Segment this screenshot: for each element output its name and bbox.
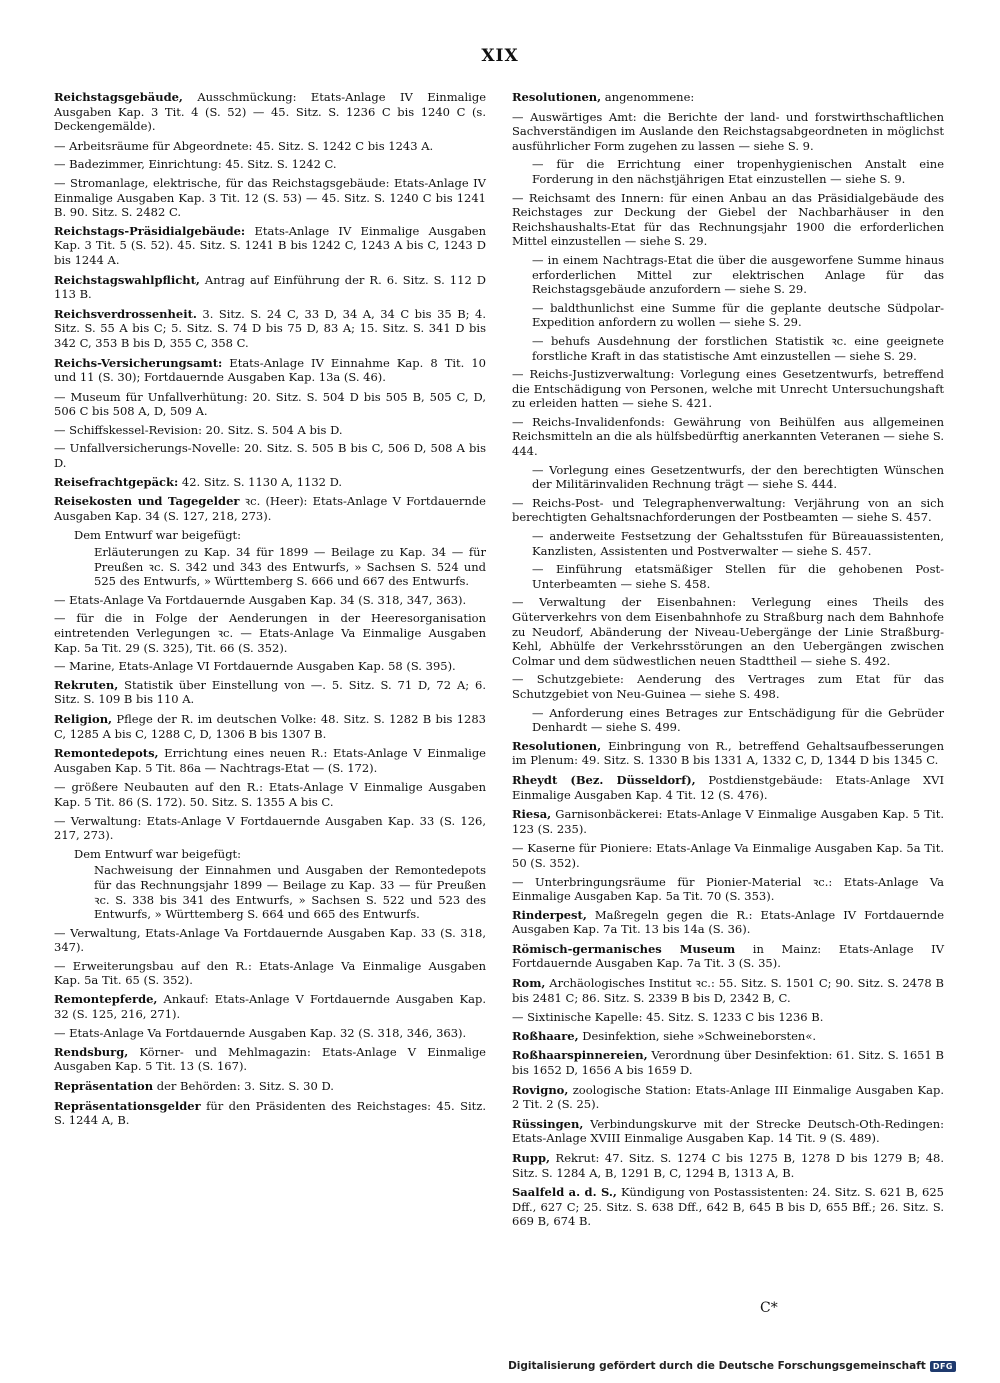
index-entry (512, 942, 944, 971)
sub-entry: — Etats-Anlage Va Fortdauernde Ausgaben Kap. 32 (S. 318, 346, 363). (54, 1026, 467, 1041)
entry-text: Antrag auf Einführung der R. 6. Sitz. S. 112 D 113 B. (54, 272, 486, 302)
entry-heading: Rüssingen, (512, 1116, 584, 1131)
index-entry (512, 908, 944, 937)
entry-heading: Reichs-Versicherungsamt: (54, 355, 223, 370)
entry-text: angenommene: (601, 90, 695, 104)
entry-text: Postdienstgebäude: Etats-Anlage XVI Einmalige Ausgaben Kap. 4 Tit. 12 (S. 476). (512, 772, 944, 802)
entry-heading: Reichstagswahlpflicht, (54, 272, 200, 287)
entry-text: Rekrut: 47. Sitz. S. 1274 C bis 1275 B, 1278 D bis 1279 B; 48. Sitz. S. 1284 A, B, 1291 B, C, 1294 B, 1313 A, B. (512, 1151, 944, 1180)
entry-heading: Rekruten, (54, 677, 119, 692)
sub-entry: — Verwaltung, Etats-Anlage Va Fortdauernde Ausgaben Kap. 33 (S. 318, 347). (54, 925, 486, 955)
entry-heading: Reisekosten und Tagegelder (54, 494, 240, 509)
footer (508, 1360, 956, 1372)
sub-entry: — Reichs-Justizverwaltung: Vorlegung eines Gesetzentwurfs, betreffend die Entschädigung von Personen, welche mit Unrecht Untersuchungshaft zu erleiden hatten — siehe S. 421. (512, 367, 944, 411)
nested-sub-entry: — Einführung etatsmäßiger Stellen für die gehobenen Post-Unterbeamten — siehe S. 458. (532, 562, 944, 591)
nested-sub-entry: — Anforderung eines Betrages zur Entschädigung für die Gebrüder Denhardt — siehe S. 499. (532, 705, 944, 735)
sub-entry: — Badezimmer, Einrichtung: 45. Sitz. S. 1242 C. (54, 157, 337, 172)
entry-heading: Rendsburg, (54, 1044, 129, 1059)
index-entry (54, 746, 486, 775)
nested-sub-entry: — behufs Ausdehnung der forstlichen Statistik ꝛc. eine geeignete forstliche Kraft in das statistische Amt einzustellen — siehe S. 29. (532, 333, 944, 363)
index-entry (512, 1083, 944, 1112)
index-entry (512, 1117, 944, 1146)
index-entry (54, 992, 486, 1021)
index-entry (512, 976, 944, 1005)
sub-entry: — Auswärtiges Amt: die Berichte der land- und forstwirthschaftlichen Sachverständigen im Auslande den Reichstagsabgeordneten in möglichst ausführlicher Form zugehen zu lassen — siehe S. 9. (512, 109, 944, 153)
sub-entry: — Erweiterungsbau auf den R.: Etats-Anlage Va Einmalige Ausgaben Kap. 5a Tit. 65 (S. 352). (54, 958, 486, 988)
entry-text: für den Präsidenten des Reichstages: 45. Sitz. S. 1244 A, B. (54, 1098, 486, 1128)
index-entry (512, 1185, 944, 1229)
sub-entry: — Schiffskessel-Revision: 20. Sitz. S. 504 A bis D. (54, 422, 343, 437)
entry-text: Einbringung von R., betreffend Gehaltsaufbesserungen im Plenum: 49. Sitz. S. 1330 B bis 1331 A, 1332 C, D, 1344 D bis 1345 C. (512, 738, 944, 768)
index-entry (54, 356, 486, 385)
index-entry (54, 1045, 486, 1074)
entry-heading: Roßhaarspinnereien, (512, 1048, 648, 1063)
entry-heading: Reichstagsgebäude, (54, 90, 183, 104)
entry-text: Körner- und Mehlmagazin: Etats-Anlage V Einmalige Ausgaben Kap. 5 Tit. 13 (S. 167). (54, 1044, 486, 1074)
entry-heading: Roßhaare, (512, 1028, 579, 1043)
sub-entry: — Unterbringungsräume für Pionier-Material ꝛc.: Etats-Anlage Va Einmalige Ausgaben Kap. 5a Tit. 70 (S. 353). (512, 874, 944, 904)
sub-entry: — größere Neubauten auf den R.: Etats-Anlage V Einmalige Ausgaben Kap. 5 Tit. 86 (S. 172). 50. Sitz. S. 1355 A bis C. (54, 780, 486, 809)
page-number: XIX (481, 46, 519, 66)
entry-text: Archäologisches Institut ꝛc.: 55. Sitz. S. 1501 C; 90. Sitz. S. 2478 B bis 2481 C; 86. Sitz. S. 2339 B bis D, 2342 B, C. (512, 976, 944, 1005)
entry-heading: Repräsentation (54, 1079, 154, 1094)
entry-text: 42. Sitz. S. 1130 A, 1132 D. (178, 474, 343, 489)
index-entry (512, 739, 944, 768)
index-entry (512, 1048, 944, 1077)
entry-text: Verordnung über Desinfektion: 61. Sitz. S. 1651 B bis 1652 D, 1656 A bis 1659 D. (512, 1048, 944, 1078)
dfg-logo-icon: DFG (930, 1361, 956, 1372)
entry-heading: Saalfeld a. d. S., (512, 1185, 617, 1200)
entry-text: zoologische Station: Etats-Anlage III Einmalige Ausgaben Kap. 2 Tit. 2 (S. 25). (512, 1082, 944, 1112)
nested-sub-entry: — baldthunlichst eine Summe für die geplante deutsche Südpolar-Expedition anfordern zu wollen — siehe S. 29. (532, 300, 944, 330)
index-entry (512, 1151, 944, 1180)
sub-entry: — Verwaltung der Eisenbahnen: Verlegung eines Theils des Güterverkehrs von dem Eisenbahnhofe zu Straßburg nach dem Bahnhofe zu Neudorf, Abänderung der Niveau-Uebergänge der Linie Straßburg-Kehl, Abhülfe der Verkehrsstörungen an den Uebergängen zwischen Colmar und dem südwestlichen neuen Stadttheil — siehe S. 492. (512, 595, 944, 668)
entry-heading: Remontedepots, (54, 746, 159, 761)
entry-heading: Reichsverdrossenheit. (54, 306, 197, 321)
entry-heading: Rinderpest, (512, 907, 587, 922)
entry-text: Errichtung eines neuen R.: Etats-Anlage V Einmalige Ausgaben Kap. 5 Tit. 86a — Nachtrags-Etat — (S. 172). (54, 746, 486, 775)
footer-text: Digitalisierung gefördert durch die Deutsche Forschungsgemeinschaft (508, 1360, 926, 1372)
index-entry (54, 494, 486, 523)
index-entry (54, 224, 486, 268)
entry-heading: Rheydt (Bez. Düsseldorf), (512, 772, 696, 787)
index-entry (512, 773, 944, 802)
index-entry (54, 475, 486, 490)
entry-text: Etats-Anlage IV Einnahme Kap. 8 Tit. 10 und 11 (S. 30); Fortdauernde Ausgaben Kap. 13a (S. 46). (54, 355, 486, 385)
entry-text: Etats-Anlage IV Einmalige Ausgaben Kap. 3 Tit. 5 (S. 52). 45. Sitz. S. 1241 B bis 1242 C, 1243 A bis C, 1243 D bis 1244 A. (54, 223, 486, 267)
left-column (54, 90, 486, 1133)
entry-heading: Remontepferde, (54, 992, 158, 1007)
entry-heading: Reichstags-Präsidialgebäude: (54, 223, 246, 238)
index-entry (54, 712, 486, 741)
entry-text: Desinfektion, siehe »Schweineborsten«. (578, 1028, 817, 1043)
sub-entry: — für die in Folge der Aenderungen in der Heeresorganisation eintretenden Verlegungen ꝛc. — Etats-Anlage Va Einmalige Ausgaben Kap. 5a Tit. 29 (S. 325), Tit. 66 (S. 352). (54, 611, 486, 655)
nested-sub-entry: — in einem Nachtrags-Etat die über die ausgeworfene Summe hinaus erforderlichen Mittel zur elektrischen Anlage für das Reichstagsgebäude anzufordern — siehe S. 29. (532, 252, 944, 297)
entry-heading: Religion, (54, 711, 113, 726)
index-entry (512, 90, 944, 105)
sub-entry: — Verwaltung: Etats-Anlage V Fortdauernde Ausgaben Kap. 33 (S. 126, 217, 273). (54, 813, 486, 843)
sub-entry: — Marine, Etats-Anlage VI Fortdauernde Ausgaben Kap. 58 (S. 395). (54, 659, 456, 674)
sub-entry: — Reichs-Post- und Telegraphenverwaltung: Verjährung von an sich berechtigten Gehaltsnachforderungen der Postbeamten — siehe S. 457. (512, 495, 944, 525)
right-column (512, 90, 944, 1234)
sub-entry: — Stromanlage, elektrische, für das Reichstagsgebäude: Etats-Anlage IV Einmalige Ausgaben Kap. 3 Tit. 12 (S. 53) — 45. Sitz. S. 1240 C bis 1241 B. 90. Sitz. S. 2482 C. (54, 175, 486, 220)
entry-text: Garnisonbäckerei: Etats-Anlage V Einmalige Ausgaben Kap. 5 Tit. 123 (S. 235). (512, 807, 944, 836)
sub-entry: — Arbeitsräume für Abgeordnete: 45. Sitz. S. 1242 C bis 1243 A. (54, 138, 434, 153)
entry-heading: Repräsentationsgelder (54, 1098, 201, 1113)
index-entry (54, 273, 486, 302)
sub-entry: — Etats-Anlage Va Fortdauernde Ausgaben Kap. 34 (S. 318, 347, 363). (54, 592, 467, 607)
entry-heading: Rovigno, (512, 1082, 569, 1097)
sub-entry: — Schutzgebiete: Aenderung des Vertrages zum Etat für das Schutzgebiet von Neu-Guinea — siehe S. 498. (512, 672, 944, 701)
entry-text: Kündigung von Postassistenten: 24. Sitz. S. 621 B, 625 Dff., 627 C; 25. Sitz. S. 638 Dff., 642 B, 645 B bis D, 655 Bff.; 26. Sitz. S. 669 B, 674 B. (512, 1185, 944, 1229)
index-entry (512, 1029, 944, 1044)
entry-text: Maßregeln gegen die R.: Etats-Anlage IV Fortdauernde Ausgaben Kap. 7a Tit. 13 bis 14a (S. 36). (512, 907, 944, 937)
entry-heading: Rom, (512, 976, 546, 991)
entry-text: in Mainz: Etats-Anlage IV Fortdauernde Ausgaben Kap. 7a Tit. 3 (S. 35). (512, 941, 944, 971)
entry-heading: Römisch-germanisches Museum (512, 941, 736, 956)
nested-sub-entry: — anderweite Festsetzung der Gehaltsstufen für Büreauassistenten, Kanzlisten, Assistenten und Postverwalter — siehe S. 457. (532, 529, 944, 558)
index-entry (54, 678, 486, 707)
entry-text: 3. Sitz. S. 24 C, 33 D, 34 A, 34 C bis 35 B; 4. Sitz. S. 55 A bis C; 5. Sitz. S. 74 D bis 75 D, 83 A; 15. Sitz. S. 341 D bis 342 C, 353 B bis D, 355 C, 358 C. (54, 306, 486, 350)
entry-heading: Resolutionen, (512, 738, 602, 753)
index-entry (54, 90, 486, 134)
entry-text: Pflege der R. im deutschen Volke: 48. Sitz. S. 1282 B bis 1283 C, 1285 A bis C, 1288 C, D, 1306 B bis 1307 B. (54, 711, 486, 741)
index-entry (54, 1099, 486, 1128)
entry-heading: Riesa, (512, 807, 552, 822)
sub-entry: — Museum für Unfallverhütung: 20. Sitz. S. 504 D bis 505 B, 505 C, D, 506 C bis 508 A, D, 509 A. (54, 389, 486, 419)
attachment-note: Dem Entwurf war beigefügt: (74, 528, 242, 543)
nested-sub-entry: — Vorlegung eines Gesetzentwurfs, der den berechtigten Wünschen der Militärinvaliden Rechnung trägt — siehe S. 444. (532, 462, 944, 492)
index-entry (54, 1079, 486, 1094)
sub-entry: — Unfallversicherungs-Novelle: 20. Sitz. S. 505 B bis C, 506 D, 508 A bis D. (54, 441, 486, 471)
entry-text: der Behörden: 3. Sitz. S. 30 D. (153, 1079, 334, 1094)
entry-text: Statistik über Einstellung von —. 5. Sitz. S. 71 D, 72 A; 6. Sitz. S. 109 B bis 110 A. (54, 677, 486, 707)
entry-heading: Reisefrachtgepäck: (54, 474, 179, 489)
nested-sub-entry: — für die Errichtung einer tropenhygienischen Anstalt eine Forderung in den nächstjährigen Etat einzustellen — siehe S. 9. (532, 157, 944, 186)
catchword: C* (760, 1300, 778, 1316)
attachment-list: Erläuterungen zu Kap. 34 für 1899 — Beilage zu Kap. 34 — für Preußen ꝛc. S. 342 und 343 des Entwurfs, » Sachsen S. 524 und 525 des Entwurfs, » Württemberg S. 666 und 667 des Entwurfs. (94, 545, 487, 589)
entry-heading: Resolutionen, (512, 90, 602, 104)
sub-entry: — Kaserne für Pioniere: Etats-Anlage Va Einmalige Ausgaben Kap. 5a Tit. 50 (S. 352). (512, 841, 944, 870)
sub-entry: — Sixtinische Kapelle: 45. Sitz. S. 1233 C bis 1236 B. (512, 1010, 824, 1025)
sub-entry: — Reichsamt des Innern: für einen Anbau an das Präsidialgebäude des Reichstages zur Deckung der Giebel der Nachbarhäuser in den Reichshaushalts-Etat für das Rechnungsjahr 1900 die erforderlichen Mittel einzustellen — siehe S. 29. (512, 190, 944, 249)
index-entry (54, 307, 486, 351)
attachment-note: Dem Entwurf war beigefügt: (74, 846, 242, 861)
entry-text: ꝛc. (Heer): Etats-Anlage V Fortdauernde Ausgaben Kap. 34 (S. 127, 218, 273). (54, 494, 486, 523)
entry-text: Ankauf: Etats-Anlage V Fortdauernde Ausgaben Kap. 32 (S. 125, 216, 271). (54, 992, 486, 1021)
index-entry (512, 807, 944, 836)
entry-text: Ausschmückung: Etats-Anlage IV Einmalige Ausgaben Kap. 3 Tit. 4 (S. 52) — 45. Sitz. S. 1236 C bis 1240 C (s. Deckengemälde). (54, 90, 486, 134)
entry-heading: Rupp, (512, 1151, 551, 1165)
sub-entry: — Reichs-Invalidenfonds: Gewährung von Beihülfen aus allgemeinen Reichsmitteln an die als hülfsbedürftig anerkannten Veteranen — siehe S. 444. (512, 414, 944, 459)
entry-text: Verbindungskurve mit der Strecke Deutsch-Oth-Redingen: Etats-Anlage XVIII Einmalige Ausgaben Kap. 14 Tit. 9 (S. 489). (512, 1116, 944, 1146)
attachment-list: Nachweisung der Einnahmen und Ausgaben der Remontedepots für das Rechnungsjahr 1899 — Beilage zu Kap. 33 — für Preußen ꝛc. S. 338 bis 341 des Entwurfs, » Sachsen S. 522 und 523 des Entwurfs, » Württemberg S. 664 und 665 des Entwurfs. (94, 863, 486, 922)
